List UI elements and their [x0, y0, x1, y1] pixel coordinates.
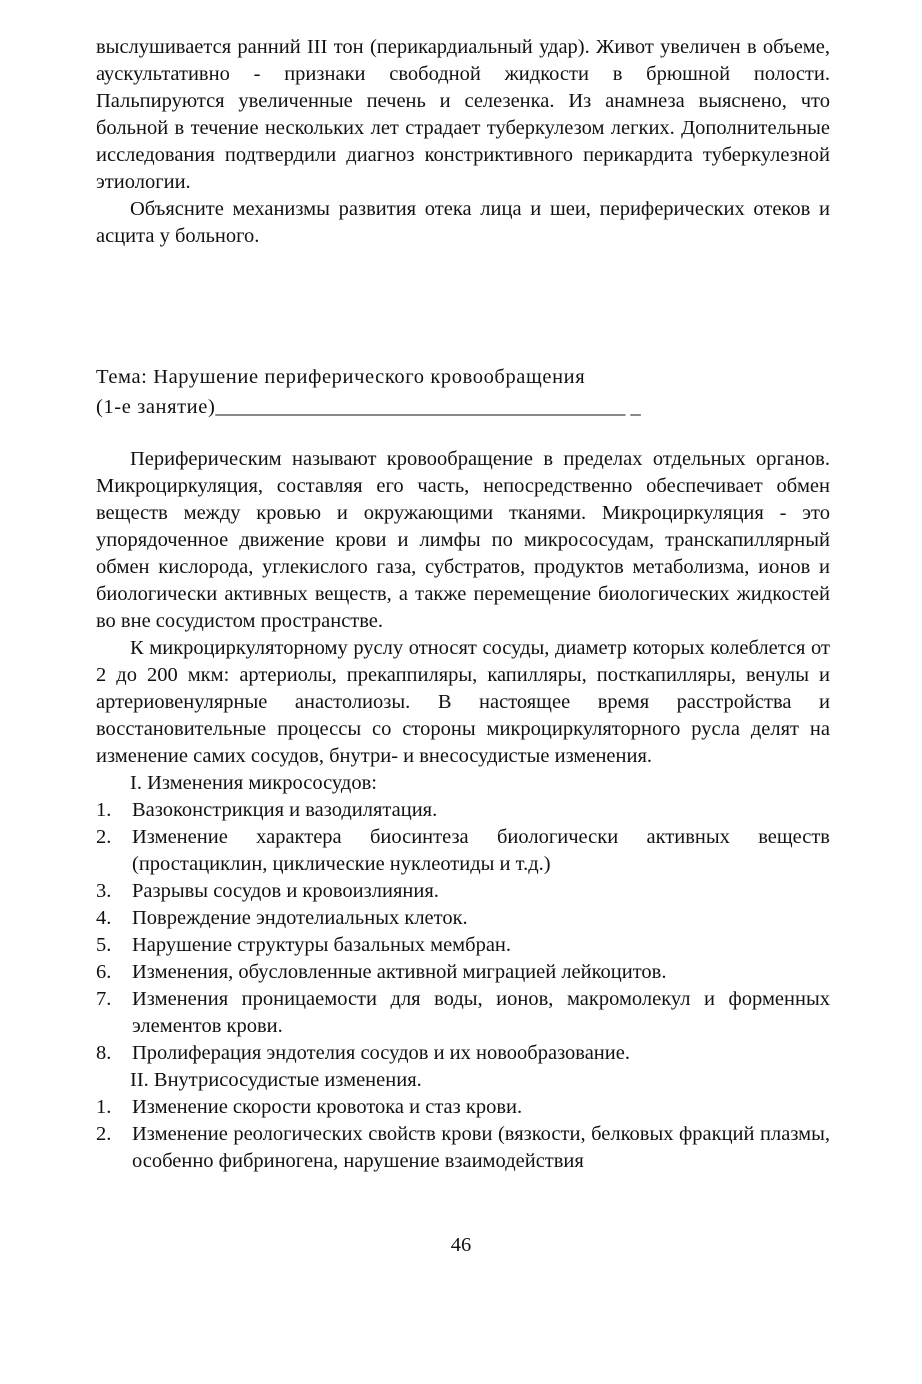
- list-item-text: Вазоконстрикция и вазодилятация.: [132, 799, 438, 821]
- list-item-text: Изменение характера биосинтеза биологически активных веществ (простациклин, циклические нуклеотиды и т.д.): [132, 826, 830, 875]
- list-item-number: 4.: [96, 907, 112, 929]
- spacer: [96, 422, 830, 446]
- list-item-text: Разрывы сосудов и кровоизлияния.: [132, 880, 439, 902]
- page-number: 46: [450, 1234, 472, 1256]
- topic-title: Тема: Нарушение периферического кровообращения: [96, 366, 586, 388]
- page-content: [96, 34, 830, 1175]
- topic-underline: ________________________________________ _: [215, 396, 641, 418]
- list-item-number: 6.: [96, 961, 112, 983]
- list-item: [96, 1094, 830, 1121]
- list-microvessel-changes: [96, 797, 830, 1067]
- section-heading-intravascular: II. Внутрисосудистые изменения.: [130, 1069, 422, 1091]
- list-item-number: 2.: [96, 826, 112, 848]
- list-item: [96, 1121, 830, 1175]
- topic-session-label: (1-е занятие): [96, 396, 216, 418]
- list-item-number: 1.: [96, 799, 112, 821]
- list-item-text: Нарушение структуры базальных мембран.: [132, 934, 512, 956]
- paragraph-microcirculatory-bed: К микроциркуляторному руслу относят сосуды, диаметр которых колеблется от 2 до 200 мкм: артериолы, прекаппиляры, капилляры, посткапилляры, венулы и артериовенулярные анастолиозы. В настоящее время расстройства и восстановительные процессы со стороны микроциркуляторного русла делят на изменение самих сосудов, бнутри- и внесосудистые изменения.: [96, 637, 830, 767]
- list-item: [96, 824, 830, 878]
- list-item-number: 8.: [96, 1042, 112, 1064]
- list-item-text: Изменение скорости кровотока и стаз крови.: [132, 1096, 523, 1118]
- paragraph-peripheral-circulation: Периферическим называют кровообращение в пределах отдельных органов. Микроциркуляция, составляя его часть, непосредственно обеспечивает обмен веществ между кровью и окружающими тканями. Микроциркуляция - это упорядоченное движение крови и лимфы по микрососудам, транскапиллярный обмен кислорода, углекислого газа, субстратов, продуктов метаболизма, ионов и биологически активных веществ, а также перемещение биологических жидкостей во вне сосудистом пространстве.: [96, 448, 830, 632]
- list-item-text: Изменение реологических свойств крови (вязкости, белковых фракций плазмы, особенно фибриногена, нарушение взаимодействия: [132, 1123, 830, 1172]
- list-item-text: Пролиферация эндотелия сосудов и их новообразование.: [132, 1042, 630, 1064]
- list-item-number: 3.: [96, 880, 112, 902]
- list-item: [96, 1040, 830, 1067]
- topic-heading: [96, 362, 830, 422]
- list-item: [96, 986, 830, 1040]
- list-item-text: Изменения проницаемости для воды, ионов, макромолекул и форменных элементов крови.: [132, 988, 830, 1037]
- case-text: выслушивается ранний III тон (перикардиальный удар). Живот увеличен в объеме, аускультативно - признаки свободной жидкости в брюшной полости. Пальпируются увеличенные печень и селезенка. Из анамнеза выяснено, что больной в течение нескольких лет страдает туберкулезом легких. Дополнительные исследования подтвердили диагноз констриктивного перикардита туберкулезной этиологии.: [96, 36, 830, 193]
- list-item-number: 2.: [96, 1123, 112, 1145]
- list-item-number: 5.: [96, 934, 112, 956]
- list-intravascular-changes: [96, 1094, 830, 1175]
- list-item-text: Изменения, обусловленные активной миграцией лейкоцитов.: [132, 961, 667, 983]
- section-heading-microvessels: I. Изменения микрососудов:: [130, 772, 377, 794]
- topic-session: [96, 392, 830, 422]
- list-item-text: Повреждение эндотелиальных клеток.: [132, 907, 468, 929]
- list-item: [96, 797, 830, 824]
- list-item: [96, 932, 830, 959]
- list-item: [96, 959, 830, 986]
- list-item-number: 1.: [96, 1096, 112, 1118]
- list-item: [96, 905, 830, 932]
- case-question: Объясните механизмы развития отека лица и шеи, периферических отеков и асцита у больного.: [96, 198, 830, 247]
- list-item: [96, 878, 830, 905]
- list-item-number: 7.: [96, 988, 112, 1010]
